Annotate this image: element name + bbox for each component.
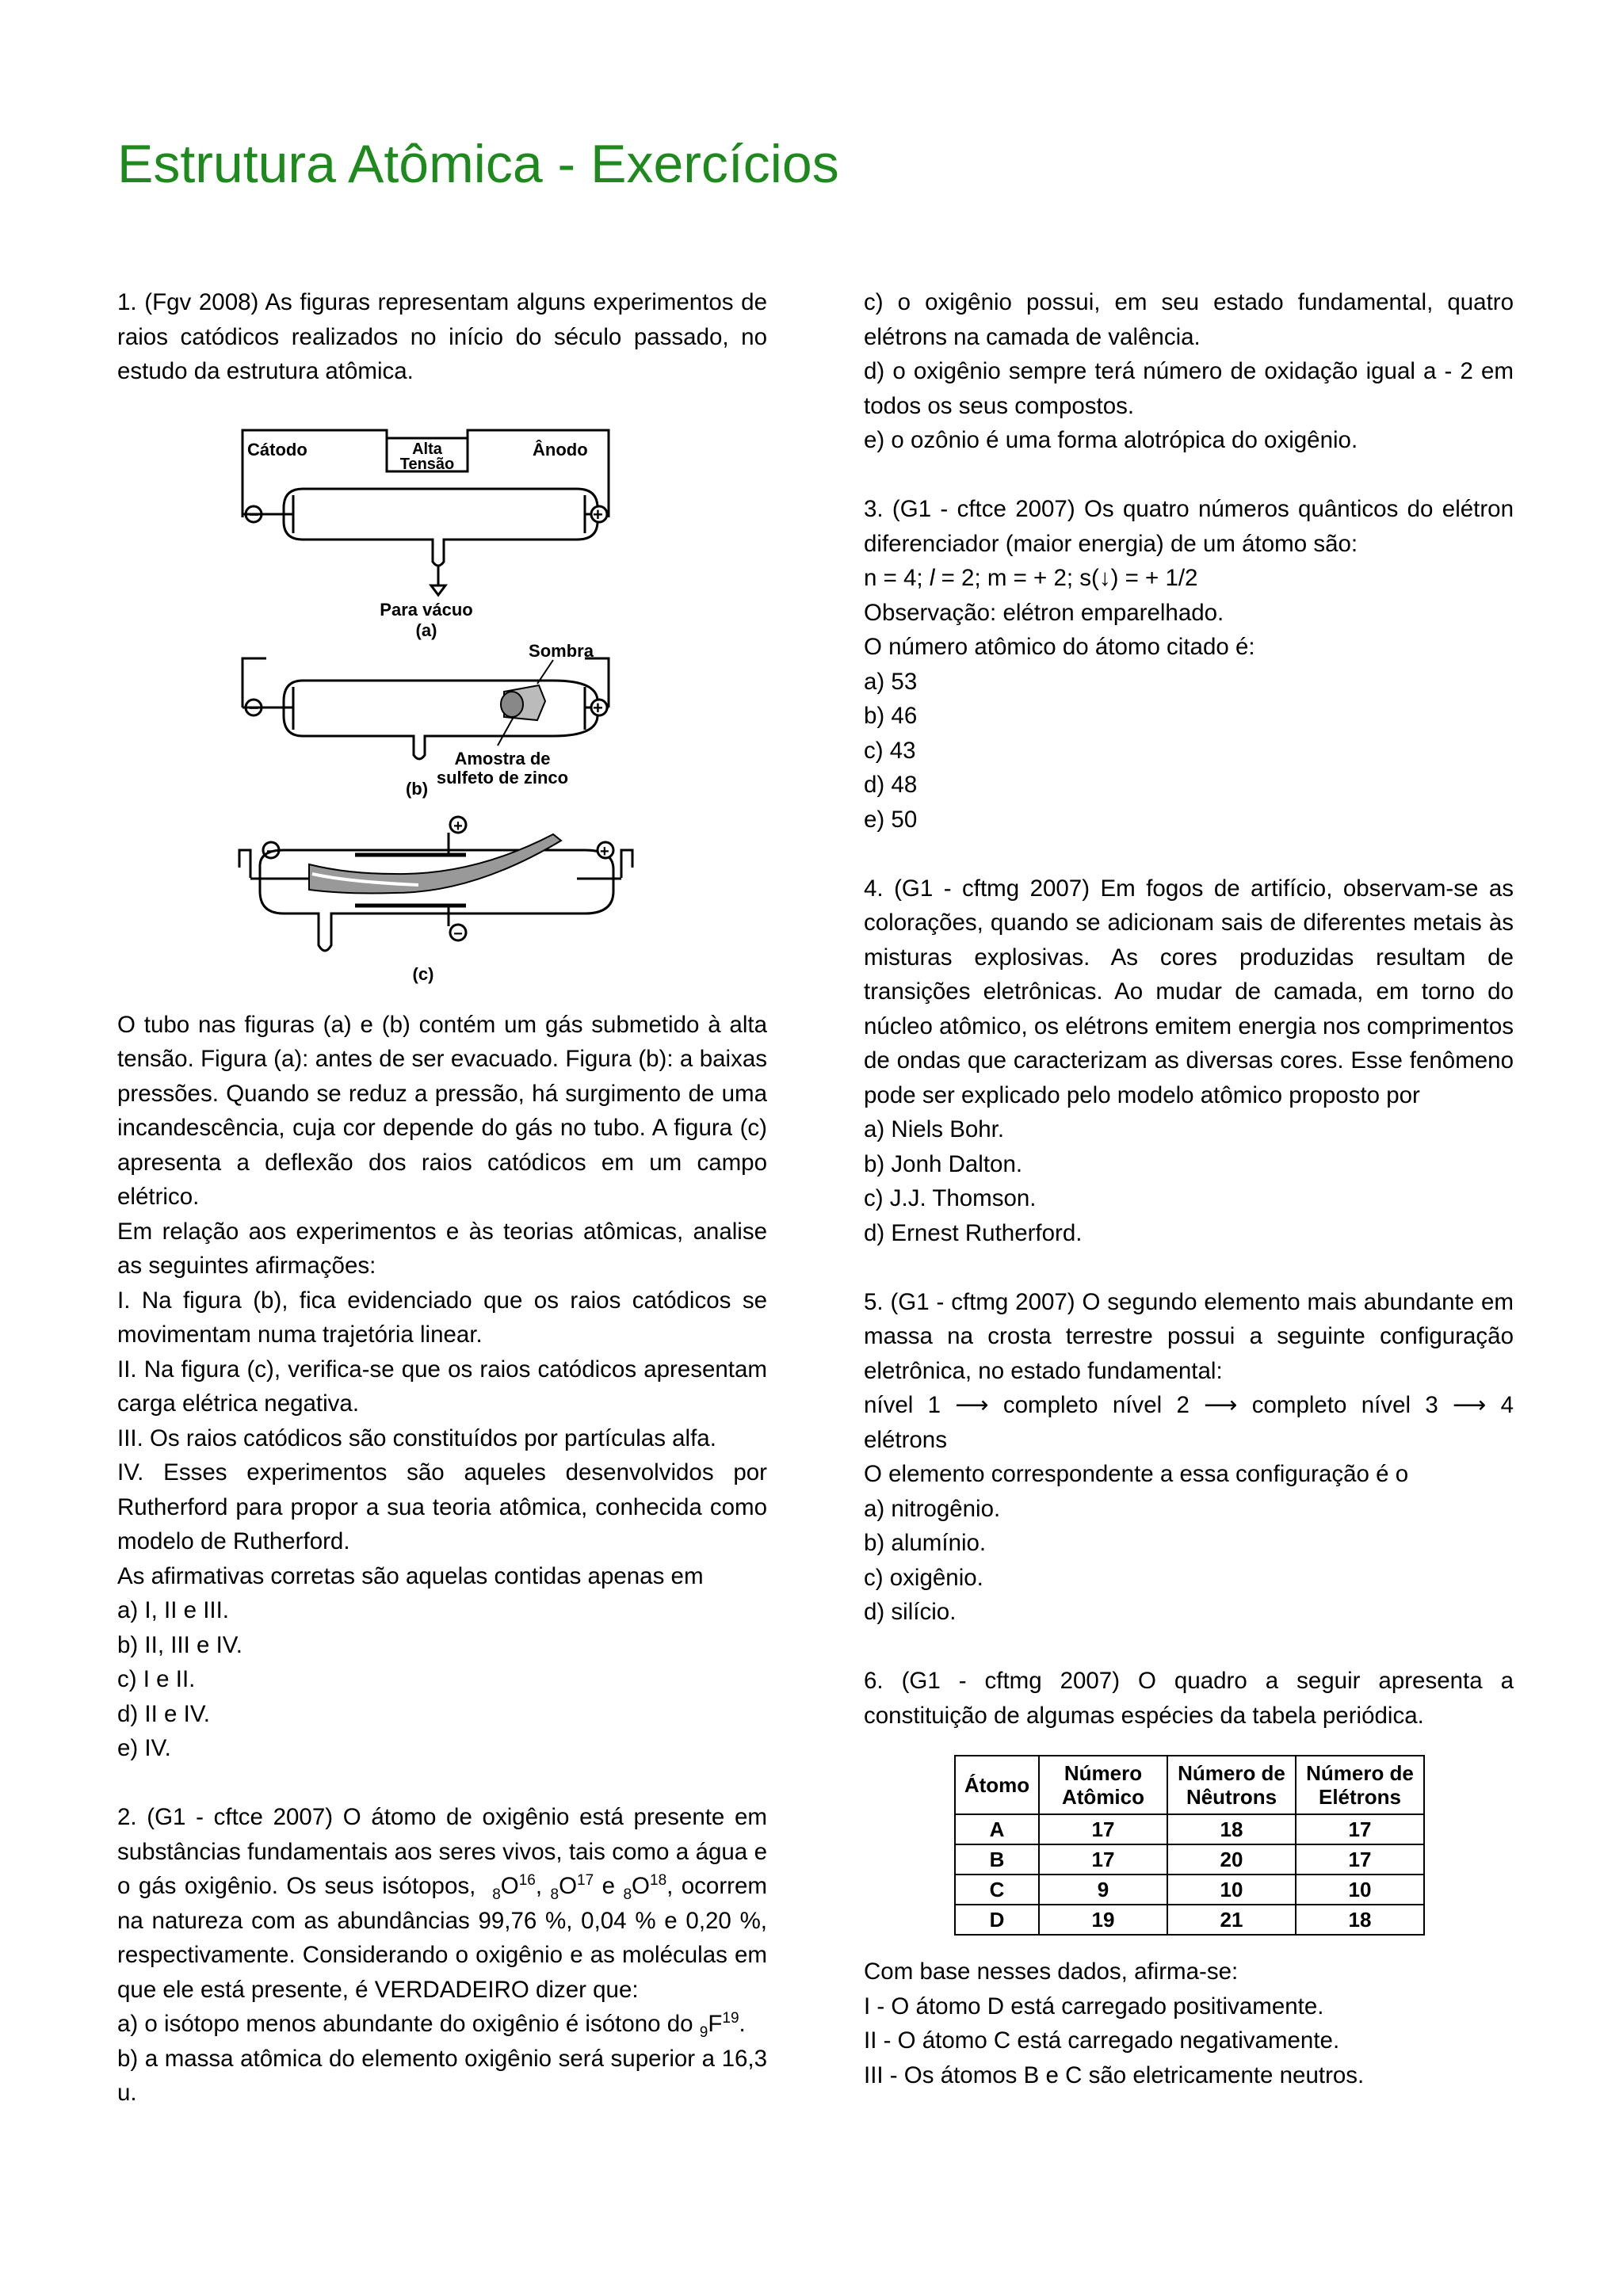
q3-intro: 3. (G1 - cftce 2007) Os quatro números quânticos do elétron diferenciador (maior energia) de um átomo são: (864, 496, 1514, 557)
plus-sign-c-top: + (453, 817, 463, 835)
sombra-label: Sombra (529, 640, 594, 661)
table-cell: 18 (1296, 1905, 1424, 1935)
q1-ask: As afirmativas corretas são aquelas contidas apenas em (117, 1562, 704, 1589)
q3-option-c: c) 43 (864, 737, 916, 764)
q3-quantum-numbers: n = 4; l = 2; m = + 2; s(↓) = + 1/2 (864, 565, 1198, 591)
q1-option-e: e) IV. (117, 1735, 171, 1761)
table-cell: C (955, 1875, 1039, 1905)
q1-text1: O tubo nas figuras (a) e (b) contém um gás submetido à alta tensão. Figura (a): antes de ser evacuado. Figura (b): a baixas pressões. Quando se reduz a pressão, há surgimento de uma incandescência, cuja cor depende do gás no tubo. A figura (c) apresenta a deflexão dos raios catódicos em um campo elétrico. (117, 1011, 767, 1210)
q6-statement-iii: III - Os átomos B e C são eletricamente neutros. (864, 2061, 1365, 2088)
table-cell: 19 (1039, 1905, 1167, 1935)
plus-sign-a: + (593, 504, 603, 524)
q1-option-a: a) I, II e III. (117, 1597, 229, 1623)
q6-table-wrap (864, 1755, 1514, 1950)
q4-option-d: d) Ernest Rutherford. (864, 1219, 1083, 1246)
table-cell: 18 (1167, 1814, 1296, 1844)
q1-option-d: d) II e IV. (117, 1700, 210, 1727)
q2-option-e: e) o ozônio é uma forma alotrópica do oxigênio. (864, 427, 1358, 453)
table-header-row (955, 1756, 1424, 1814)
header-numero-eletrons: Número de Elétrons (1296, 1756, 1424, 1814)
q6-intro: 6. (G1 - cftmg 2007) O quadro a seguir apresenta a constituição de algumas espécies da tabela periódica. (864, 1668, 1514, 1729)
q3-ask: O número atômico do átomo citado é: (864, 634, 1255, 660)
q1-statement-ii: II. Na figura (c), verifica-se que os raios catódicos apresentam carga elétrica negativa. (117, 1356, 767, 1417)
species-table (954, 1755, 1425, 1936)
table-cell: 10 (1167, 1875, 1296, 1905)
q1-text2: Em relação aos experimentos e às teorias atômicas, analise as seguintes afirmações: (117, 1218, 767, 1279)
table-row (955, 1875, 1424, 1905)
left-column (117, 285, 767, 2111)
q6-statement-ii: II - O átomo C está carregado negativamente. (864, 2027, 1340, 2054)
q4-option-c: c) J.J. Thomson. (864, 1185, 1037, 1211)
q4-option-b: b) Jonh Dalton. (864, 1150, 1023, 1177)
q3-option-b: b) 46 (864, 703, 918, 729)
q1-statement-iii: III. Os raios catódicos são constituídos por partículas alfa. (117, 1425, 716, 1451)
tensao-label: Tensão (399, 455, 455, 473)
catodo-label: Cátodo (247, 439, 307, 460)
figure-b (242, 658, 609, 759)
anodo-label: Ânodo (533, 439, 588, 460)
alta-label: Alta (412, 440, 442, 458)
q3-option-e: e) 50 (864, 806, 918, 833)
header-atomo: Átomo (955, 1756, 1039, 1814)
q2-paragraph: 2. (G1 - cftce 2007) O átomo de oxigênio está presente em substâncias fundamentais aos seres vivos, tais como a água e o gás oxigênio. Os seus isótopos, $_8O^{16}$, $_8O^{17}$ e $_8O^{18}$, ocorrem na natureza com as abundâncias 99,76 %, 0,04 % e 0,20 %, respectivamente. Considerando o oxigênio e as moléculas em que ele está presente, é VERDADEIRO dizer que: (117, 1804, 767, 2003)
figure-a-label: (a) (415, 620, 437, 640)
q1-statement-i: I. Na figura (b), fica evidenciado que os raios catódicos se movimentam numa trajetória linear. (117, 1287, 767, 1348)
table-row (955, 1905, 1424, 1935)
q1-intro: 1. (Fgv 2008) As figuras representam alguns experimentos de raios catódicos realizados no início do século passado, no estudo da estrutura atômica. (117, 289, 767, 384)
down-arrow-icon: ↓ (1098, 565, 1111, 591)
table-cell: B (955, 1844, 1039, 1875)
table-cell: 9 (1039, 1875, 1167, 1905)
figure-b-label: (b) (405, 778, 429, 799)
plus-sign-b: + (593, 697, 603, 718)
table-cell: 17 (1039, 1814, 1167, 1844)
q5-intro: 5. (G1 - cftmg 2007) O segundo elemento mais abundante em massa na crosta terrestre possui a seguinte configuração eletrônica, no estado fundamental: (864, 1288, 1514, 1384)
q4-option-a: a) Niels Bohr. (864, 1116, 1005, 1142)
q2-option-c: c) o oxigênio possui, em seu estado fundamental, quatro elétrons na camada de valência. (864, 289, 1514, 350)
q4-intro: 4. (G1 - cftmg 2007) Em fogos de artifício, observam-se as colorações, quando se adicionam sais de diferentes metais às misturas explosivas. As cores produzidas resultam de transições eletrônicas. Ao mudar de camada, em torno do núcleo atômico, os elétrons emitem energia nos comprimentos de ondas que caracterizam as diversas cores. Esse fenômeno pode ser explicado pelo modelo atômico proposto por (864, 875, 1514, 1108)
header-numero-atomico: Número Atômico (1039, 1756, 1167, 1814)
q3-obs: Observação: elétron emparelhado. (864, 599, 1224, 626)
minus-sign-a: − (249, 504, 259, 524)
q6-base: Com base nesses dados, afirma-se: (864, 1958, 1239, 1985)
q2-option-d: d) o oxigênio sempre terá número de oxidação igual a - 2 em todos os seus compostos. (864, 358, 1514, 419)
right-column (864, 285, 1514, 2092)
q5-option-b: b) alumínio. (864, 1530, 987, 1556)
table-cell: 10 (1296, 1875, 1424, 1905)
table-cell: 21 (1167, 1905, 1296, 1935)
q6-statement-i: I - O átomo D está carregado positivamente. (864, 1993, 1324, 2019)
table-cell: D (955, 1905, 1039, 1935)
page-title: Estrutura Atômica - Exercícios (117, 134, 839, 194)
table-cell: 17 (1296, 1844, 1424, 1875)
q5-option-a: a) nitrogênio. (864, 1495, 1001, 1522)
amostra-label-2: sulfeto de zinco (436, 767, 569, 788)
q5-levels: nível 1 ⟶ completo nível 2 ⟶ completo nível 3 ⟶ 4 elétrons (864, 1392, 1514, 1453)
q1-option-b: b) II, III e IV. (117, 1631, 242, 1658)
table-cell: 17 (1296, 1814, 1424, 1844)
header-numero-neutrons: Número de Nêutrons (1167, 1756, 1296, 1814)
figure-c-label: (c) (412, 963, 434, 984)
amostra-label-1: Amostra de (454, 748, 551, 769)
minus-sign-b: − (249, 697, 259, 718)
q3-option-a: a) 53 (864, 668, 918, 695)
q5-ask: O elemento correspondente a essa configuração é o (864, 1461, 1409, 1487)
table-cell: A (955, 1814, 1039, 1844)
figure-c (239, 817, 632, 951)
q2-option-a: a) o isótopo menos abundante do oxigênio é isótono do $_9F^{19}$. (117, 2010, 746, 2041)
table-cell: 17 (1039, 1844, 1167, 1875)
plus-sign-c: + (600, 842, 609, 860)
table-cell: 20 (1167, 1844, 1296, 1875)
minus-sign-c: − (266, 842, 276, 860)
table-row (955, 1844, 1424, 1875)
minus-sign-c-bottom: − (453, 925, 463, 943)
q5-option-c: c) oxigênio. (864, 1564, 983, 1591)
para-vacuo-label: Para vácuo (380, 599, 473, 620)
q1-statement-iv: IV. Esses experimentos são aqueles desenvolvidos por Rutherford para propor a sua teoria atômica, conhecida como modelo de Rutherford. (117, 1459, 767, 1554)
cathode-ray-figure (117, 406, 767, 997)
q3-option-d: d) 48 (864, 772, 918, 798)
q5-option-d: d) silício. (864, 1599, 957, 1625)
q2-option-b: b) a massa atômica do elemento oxigênio será superior a 16,3 u. (117, 2045, 767, 2106)
q1-option-c: c) I e II. (117, 1666, 196, 1692)
table-row (955, 1814, 1424, 1844)
